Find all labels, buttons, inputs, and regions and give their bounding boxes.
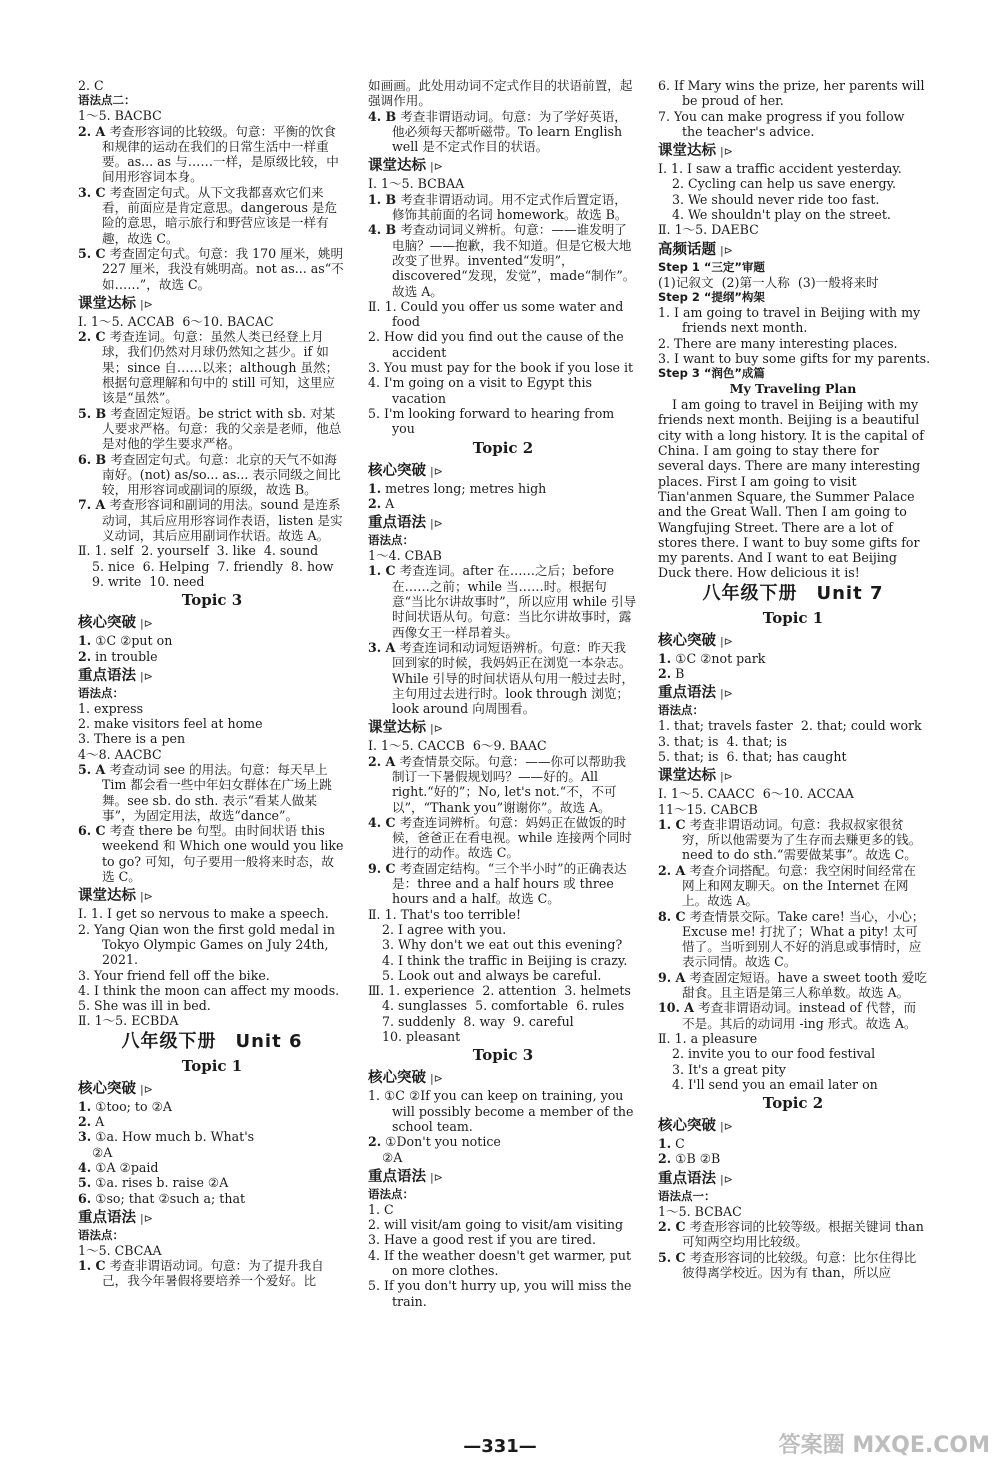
section-marker-icon: |⊳: [430, 517, 443, 531]
answer-text: 考查介词搭配。句意：我空闲时间经常在网上和网友聊天。on the Internet 在网上。故选 A。: [682, 862, 916, 909]
answer-text: ①Don't you notice: [385, 1134, 501, 1150]
answer-line: 1～5. BACBC: [78, 108, 162, 124]
answer-continuation: 如画画。此处用动词不定式作目的状语前置，起强调作用。: [368, 78, 633, 109]
section-marker-icon: |⊳: [140, 297, 153, 311]
answer-number: 2. C: [658, 1219, 686, 1235]
section-heading: [368, 514, 638, 533]
section-heading: [368, 462, 638, 481]
answer-text: A: [95, 1114, 105, 1130]
answer-number: 6. B: [78, 451, 107, 467]
section-heading: [368, 1168, 638, 1187]
answer-text: 考查固定短语。be strict with sb. 对某人要求严格。句意：我的父亲是老师，他总是对他的学生要求严格。: [102, 405, 342, 452]
section-marker-icon: |⊳: [140, 617, 153, 631]
answer-item: [658, 1219, 928, 1250]
answer-line: 9. write 10. need: [92, 573, 205, 589]
answer-number: 2. A: [368, 753, 396, 769]
section-heading-label: 课堂达标: [658, 143, 716, 160]
topic-heading: Topic 1: [181, 1056, 243, 1075]
answer-number: 10. A: [658, 1000, 695, 1016]
subsection-label: 语法点二：: [78, 93, 136, 108]
answer-text: B: [675, 666, 685, 682]
section-heading-label: 高频话题: [658, 241, 716, 258]
answer-number: 5. C: [658, 1249, 686, 1265]
section-heading-label: 重点语法: [658, 685, 716, 702]
section-heading: [78, 1209, 346, 1228]
answer-item: [368, 563, 638, 639]
answer-number: 2.: [78, 648, 92, 664]
section-heading: [658, 632, 928, 651]
answer-text: A: [385, 495, 395, 511]
answer-line: 1～5. BCBAC: [658, 1203, 742, 1219]
section-marker-icon: |⊳: [720, 1120, 733, 1134]
answer-item: [368, 496, 638, 511]
section-heading-label: 重点语法: [658, 1170, 716, 1187]
answer-line: 2. invite you to our food festival: [672, 1046, 876, 1062]
answer-number: 2.: [658, 1151, 672, 1167]
answer-text: 考查非谓语动词。instead of 代替，而不是。其后的动词用 -ing 形式。故选 A。: [682, 1000, 917, 1031]
section-marker-icon: |⊳: [140, 1082, 153, 1096]
answer-line: 3. We should never ride too fast.: [672, 191, 880, 207]
section-heading-label: 核心突破: [78, 615, 136, 632]
section-heading-label: 课堂达标: [658, 768, 716, 785]
answer-number: 8. C: [658, 908, 686, 924]
answer-number: 2. A: [658, 862, 686, 878]
section-heading-label: 核心突破: [78, 1080, 136, 1097]
section-heading-label: 课堂达标: [368, 158, 426, 175]
answer-text: 考查形容词和副词的用法。sound 是连系动词，其后应用形容词作表语，listen 是实义动词，其后应用副词作状语。故选 A。: [102, 497, 343, 544]
answer-line: Ⅰ. 1～5. ACCAB 6～10. BACAC: [78, 313, 274, 329]
answer-item: [368, 815, 638, 861]
section-marker-icon: |⊳: [140, 890, 153, 904]
answer-line: Ⅱ. 1. That's too terrible!: [368, 906, 522, 922]
answer-item: [78, 1160, 346, 1175]
answer-item: [368, 481, 638, 496]
answer-number: 9. A: [658, 969, 686, 985]
answer-text: metres long; metres high: [385, 480, 547, 496]
answer-line: Ⅰ. 1～5. BCBAA: [368, 176, 465, 192]
answer-text: 考查固定句式。句意：我 170 厘米，姚明 227 厘米，我没有姚明高。not as... as“不如……”，故选 C。: [102, 245, 344, 292]
answer-item: [368, 861, 638, 907]
answer-number: 5. C: [78, 245, 106, 261]
answer-item: [78, 762, 346, 823]
answer-item: [368, 1134, 638, 1149]
answer-number: 6. C: [78, 823, 106, 839]
answer-text: 考查动词 see 的用法。句意：每天早上 Tim 都会看一些中年妇女群体在广场上跳舞。see sb. do sth. 表示“看某人做某事”，为固定用法，故选“dance”。: [102, 761, 332, 823]
essay-title: My Traveling Plan: [729, 381, 857, 397]
section-heading-label: 核心突破: [658, 632, 716, 649]
answer-number: 1.: [658, 1136, 672, 1152]
answer-text: 考查固定结构。“三个半小时”的正确表达是：three and a half hours 或 three hours and a half。故选 C。: [392, 860, 627, 907]
section-heading: [658, 767, 928, 786]
answer-line: 11～15. CABCB: [658, 801, 758, 817]
answer-text: 考查情景交际。Take care! 当心，小心；Excuse me! 打扰了；What a pity! 太可惜了。当听到别人不好的消息或事情时，应表示同情。故选 C。: [682, 908, 925, 970]
answer-number: 3. A: [368, 639, 396, 655]
answer-line: 1～4. CBAB: [368, 548, 442, 564]
answer-text: 考查固定短语。have a sweet tooth 爱吃甜食。且主语是第三人称单数。故选 A。: [682, 969, 927, 1001]
section-heading-label: 课堂达标: [78, 888, 136, 905]
answer-item: [368, 640, 638, 716]
answer-item: [658, 651, 928, 666]
answer-item: [78, 1258, 346, 1289]
section-heading-label: 核心突破: [368, 1070, 426, 1087]
answer-line: 4. I'm going on a visit to Egypt this vacation: [368, 375, 592, 406]
answer-item: [78, 633, 346, 648]
answer-text: 考查非谓语动词。句意：为了提升我自己，我今年暑假将要培养一个爱好。比: [102, 1258, 324, 1289]
answer-text: 考查连词。句意：虽然人类已经登上月球，我们仍然对月球仍然知之甚少。if 如果；since 自……以来；although 虽然；根据句意理解和句中的 still 可知，这里应该是“虽然”。: [102, 329, 339, 406]
answer-item: [78, 1114, 346, 1129]
answer-line: 2. There are many interesting places.: [658, 335, 898, 351]
answer-line: Ⅱ. 1. self 2. yourself 3. like 4. sound: [78, 543, 319, 559]
answer-line: Ⅰ. 1～5. CACCB 6～9. BAAC: [368, 738, 547, 754]
answer-line: 1. express: [78, 700, 144, 716]
section-heading: [658, 142, 928, 161]
answer-text: 考查非谓语动词。句意：为了学好英语，他必须每天都听磁带。To learn English well 是不定式作目的状语。: [392, 108, 627, 155]
answer-text: ①C ②not park: [675, 650, 766, 666]
answer-line: 1. C: [368, 1201, 394, 1217]
answer-line: 4. If the weather doesn't get warmer, put on more clothes.: [368, 1247, 632, 1278]
answer-line: 1～5. CBCAA: [78, 1242, 162, 1258]
answer-line: 4. sunglasses 5. comfortable 6. rules: [382, 998, 625, 1014]
page-number: —331—: [463, 1436, 537, 1457]
answer-item: [78, 649, 346, 664]
answer-line: 4. I think the traffic in Beijing is crazy.: [382, 952, 628, 968]
answer-item: [78, 1175, 346, 1190]
topic-heading: Topic 1: [762, 608, 824, 627]
answer-number: 4. B: [368, 222, 397, 238]
unit-heading: 八年级下册 Unit 7: [702, 582, 884, 604]
answer-number: 2.: [368, 495, 382, 511]
answer-line: 4. We shouldn't play on the street.: [672, 207, 891, 223]
answer-line: Ⅱ. 1. Could you offer us some water and food: [368, 298, 624, 330]
answer-item: [658, 817, 928, 863]
topic-heading: Topic 2: [762, 1094, 824, 1113]
unit-heading: 八年级下册 Unit 6: [121, 1030, 303, 1052]
section-marker-icon: |⊳: [140, 1211, 153, 1225]
answer-text: C: [675, 1136, 685, 1152]
section-heading: [368, 157, 638, 176]
answer-item: [658, 863, 928, 909]
answer-line: Ⅰ. 1. I get so nervous to make a speech.: [78, 906, 329, 922]
topic-heading: Topic 2: [472, 438, 534, 457]
answer-number: 5. B: [78, 405, 107, 421]
section-marker-icon: |⊳: [430, 722, 443, 736]
section-marker-icon: |⊳: [720, 145, 733, 159]
answer-line: 3. that; is 4. that; is: [658, 733, 787, 749]
answer-number: 1.: [78, 633, 92, 649]
answer-text: 考查形容词的比较级。句意：平衡的饮食和规律的运动在我们的日常生活中一样重要。as... as 与……一样，是原级比较，中间用形容词本身。: [102, 123, 339, 185]
section-heading: [78, 1080, 346, 1099]
answer-line: 5. that; is 6. that; has caught: [658, 748, 847, 764]
subsection-label: 语法点：: [658, 703, 704, 718]
section-marker-icon: |⊳: [720, 687, 733, 701]
answer-number: 1. C: [368, 563, 396, 579]
answer-line: 10. pleasant: [382, 1029, 461, 1045]
answer-line: 1. that; travels faster 2. that; could work: [658, 718, 922, 734]
answer-item: [658, 666, 928, 681]
answer-number: 1. C: [658, 816, 686, 832]
answer-number: 7. A: [78, 497, 106, 513]
section-marker-icon: |⊳: [430, 464, 443, 478]
answer-line: 2. will visit/am going to visit/am visiting: [368, 1217, 624, 1233]
answer-item: [78, 823, 346, 884]
answer-number: 2.: [368, 1134, 382, 1150]
subsection-label: 语法点一：: [658, 1188, 716, 1203]
answer-line: Ⅲ. 1. experience 2. attention 3. helmets: [368, 983, 631, 999]
answer-line: 2. How did you find out the cause of the accident: [368, 329, 624, 360]
answer-line: Ⅰ. 1～5. CAACC 6～10. ACCAA: [658, 786, 854, 802]
section-heading: [368, 1069, 638, 1088]
section-heading: [658, 1117, 928, 1136]
section-heading: [658, 241, 928, 260]
answer-number: 3. C: [78, 184, 106, 200]
answer-item: [78, 329, 346, 405]
answer-number: 2.: [78, 1114, 92, 1130]
answer-number: 2. C: [78, 329, 106, 345]
subsection-label: Step 1 “三定”审题: [658, 259, 765, 274]
section-heading-label: 课堂达标: [368, 720, 426, 737]
answer-text: 考查 there be 句型。由时间状语 this weekend 和 Which one would you like to go? 可知，句子要用一般将来时态，故选 C。: [102, 823, 344, 885]
answer-text: 考查连词和动词短语辨析。句意：昨天我回到家的时候，我妈妈正在浏览一本杂志。While 引导的时间状语从句用一般过去时，主句用过去进行时。look through 浏览；look around 向周围看。: [392, 639, 635, 717]
answer-line: 6. If Mary wins the prize, her parents will be proud of her.: [658, 78, 925, 109]
section-marker-icon: |⊳: [430, 1072, 443, 1086]
section-marker-icon: |⊳: [720, 1172, 733, 1186]
answer-line: 5. Look out and always be careful.: [382, 967, 602, 983]
answer-text: 考查连词。after 在……之后；before 在……之前；while 当……时。根据句意“当比尔讲故事时”，所以应用 while 引导时间状语从句。句意：当比尔讲故事时，露西像女王一样昂着头。: [392, 563, 637, 640]
answer-line: Ⅱ. 1. a pleasure: [658, 1030, 758, 1046]
answer-item: [658, 970, 928, 1001]
answer-item: [78, 185, 346, 246]
answer-number: 1. C: [78, 1258, 106, 1274]
answer-item: [368, 192, 638, 223]
answer-line: 2. C: [78, 78, 104, 93]
answer-item: [658, 1151, 928, 1166]
answer-text: ①C ②put on: [95, 633, 173, 649]
section-heading: [658, 1170, 928, 1189]
answer-text: 考查固定句式。从下文我都喜欢它们来看，前面应是肯定意思。dangerous 是危险的意思，暗示旅行和野营应该是一样有趣，故选 C。: [102, 184, 338, 246]
answer-item: [658, 1000, 928, 1031]
subsection-label: 语法点：: [78, 1227, 124, 1242]
answer-text: 考查非谓语动词。句意：我叔叔家很贫穷，所以他需要为了生存而去赚更多的钱。need to do sth.“需要做某事”。故选 C。: [682, 816, 922, 863]
answer-text: ①B ②B: [675, 1151, 721, 1167]
answer-line: 3. There is a pen: [78, 731, 186, 747]
answer-line: 5. She was ill in bed.: [78, 998, 211, 1014]
answer-line: 2. I agree with you.: [382, 921, 507, 937]
section-heading: [78, 667, 346, 686]
section-heading-label: 重点语法: [78, 667, 136, 684]
section-heading: [78, 614, 346, 633]
answer-line: ②A: [382, 1149, 403, 1165]
answer-number: 2.: [658, 666, 672, 682]
answer-item: [78, 1099, 346, 1114]
answer-line: 3. Why don't we eat out this evening?: [382, 937, 623, 953]
answer-number: 1.: [78, 1098, 92, 1114]
answer-item: [78, 124, 346, 185]
answer-item: [78, 246, 346, 292]
answer-line: 3. Have a good rest if you are tired.: [368, 1232, 596, 1248]
answer-line: 3. Your friend fell off the bike.: [78, 967, 270, 983]
column-left: [78, 78, 346, 1289]
answer-text: 考查连词辨析。句意：妈妈正在做饭的时候，爸爸正在看电视。while 连接两个同时进行的动作。故选 C。: [392, 814, 632, 861]
section-heading-label: 核心突破: [368, 462, 426, 479]
answer-line: 2. Yang Qian won the first gold medal in Tokyo Olympic Games on July 24th, 2021.: [78, 921, 335, 968]
column-right: [658, 78, 931, 1280]
answer-item: [78, 1191, 346, 1206]
topic-heading: Topic 3: [181, 591, 243, 610]
section-heading: [368, 719, 638, 738]
section-marker-icon: |⊳: [140, 669, 153, 683]
answer-line: 3. I want to buy some gifts for my parents.: [658, 350, 931, 366]
subsection-label: Step 3 “润色”成篇: [658, 366, 765, 381]
watermark-logo: 答案圈 MXQE.COM: [778, 1433, 990, 1458]
answer-text: 考查情景交际。句意：——你可以帮助我制订一下暑假规划吗？——好的。All right.“好的”；No, let's not.“不，不可以”，“Thank you”谢谢你”。故选 A。: [392, 753, 626, 815]
answer-line: ②A: [92, 1144, 113, 1160]
section-heading: [78, 295, 346, 314]
answer-number: 9. C: [368, 860, 396, 876]
answer-number: 3.: [78, 1129, 92, 1145]
topic-heading: Topic 3: [472, 1046, 534, 1065]
answer-line: 2. make visitors feel at home: [78, 716, 263, 732]
section-heading: [78, 887, 346, 906]
section-heading-label: 课堂达标: [78, 295, 136, 312]
answer-item: [78, 452, 346, 498]
subsection-label: 语法点：: [78, 685, 124, 700]
answer-line: (1)记叙文 (2)第一人称 (3)一般将来时: [658, 274, 879, 290]
answer-item: [368, 754, 638, 815]
answer-line: 3. You must pay for the book if you lose it: [368, 360, 634, 376]
answer-number: 6.: [78, 1190, 92, 1206]
answer-text: in trouble: [95, 648, 158, 664]
answer-line: 1. ①C ②If you can keep on training, you will possibly become a member of the school team.: [368, 1088, 634, 1134]
answer-text: 考查动词词义辨析。句意：——谁发明了电脑？——抱歉，我不知道。但是它极大地改变了世界。invented“发明”，discovered“发现，发觉”，made“制作”。故选 A。: [392, 222, 636, 299]
answer-line: 1. I am going to travel in Beijing with my friends next month.: [658, 304, 921, 336]
answer-line: 5. I'm looking forward to hearing from you: [368, 405, 615, 437]
answer-number: 2. A: [78, 123, 106, 139]
answer-line: 4. I think the moon can affect my moods.: [78, 982, 340, 998]
answer-text: ①A ②paid: [95, 1159, 159, 1175]
answer-number: 1.: [368, 480, 382, 496]
answer-number: 4.: [78, 1159, 92, 1175]
answer-line: Ⅰ. 1. I saw a traffic accident yesterday.: [658, 161, 902, 177]
answer-text: 考查非谓语动词。用不定式作后置定语，修饰其前面的名词 homework。故选 B。: [392, 191, 628, 223]
answer-text: ①a. How much b. What's: [95, 1129, 255, 1145]
answer-line: 5. nice 6. Helping 7. friendly 8. how: [92, 558, 334, 574]
answer-line: 5. If you don't hurry up, you will miss the train.: [368, 1278, 632, 1309]
answer-text: ①too; to ②A: [95, 1098, 172, 1114]
section-heading-label: 重点语法: [368, 1168, 426, 1185]
answer-line: 2. Cycling can help us save energy.: [672, 176, 897, 192]
answer-item: [78, 406, 346, 452]
section-marker-icon: |⊳: [720, 634, 733, 648]
answer-item: [78, 1129, 346, 1144]
section-marker-icon: |⊳: [720, 770, 733, 784]
section-heading-label: 重点语法: [78, 1209, 136, 1226]
answer-item: [658, 909, 928, 970]
essay-paragraph: I am going to travel in Beijing with my friends next month. Beijing is a beautiful city with a long history. It is the capital of China. I am going to stay there for several days. There are many interesting places. First I am going to visit Tian'anmen Square, the Summer Palace and the Great Wall. Then I am going to Wangfujing Street. There are a lot of stores there. I want to buy some gifts for my parents. And I want to eat Beijing Duck there. How delicious it is!: [658, 397, 924, 581]
subsection-label: 语法点：: [368, 1186, 414, 1201]
section-marker-icon: |⊳: [720, 243, 733, 257]
answer-item: [368, 222, 638, 298]
answer-line: 4. I'll send you an email later on: [672, 1076, 878, 1092]
answer-item: [658, 1250, 928, 1281]
column-middle: [368, 78, 638, 1309]
answer-line: 4～8. AACBC: [78, 746, 162, 762]
answer-item: [78, 497, 346, 543]
answer-line: 7. You can make progress if you follow the teacher's advice.: [658, 108, 905, 139]
answer-number: 1. B: [368, 191, 397, 207]
section-marker-icon: |⊳: [430, 1170, 443, 1184]
subsection-label: 语法点：: [368, 533, 414, 548]
answer-text: 考查固定句式。句意：北京的天气不如海南好。(not) as/so... as... 表示同级之间比较，用形容词或副词的原级，故选 B。: [102, 451, 341, 498]
answer-line: Ⅱ. 1～5. ECBDA: [78, 1013, 179, 1029]
answer-number: 1.: [658, 650, 672, 666]
section-heading-label: 重点语法: [368, 515, 426, 532]
section-heading-label: 核心突破: [658, 1118, 716, 1135]
answer-line: Ⅱ. 1～5. DAEBC: [658, 222, 759, 238]
section-heading: [658, 684, 928, 703]
section-marker-icon: |⊳: [430, 160, 443, 174]
answer-text: ①a. rises b. raise ②A: [95, 1175, 229, 1191]
answer-text: ①so; that ②such a; that: [95, 1190, 246, 1206]
answer-item: [368, 109, 638, 155]
answer-line: 7. suddenly 8. way 9. careful: [382, 1013, 574, 1029]
answer-number: 4. C: [368, 814, 396, 830]
answer-number: 5. A: [78, 761, 106, 777]
answer-number: 4. B: [368, 108, 397, 124]
answer-number: 5.: [78, 1175, 92, 1191]
subsection-label: Step 2 “提纲”构架: [658, 289, 765, 304]
answer-line: 3. It's a great pity: [672, 1061, 786, 1077]
answer-text: 考查形容词的比较级。句意：比尔住得比彼得离学校近。因为有 than，所以应: [682, 1249, 917, 1280]
answer-item: [658, 1136, 928, 1151]
answer-text: 考查形容词的比较等级。根据关键词 than 可知两空均用比较级。: [682, 1219, 924, 1250]
